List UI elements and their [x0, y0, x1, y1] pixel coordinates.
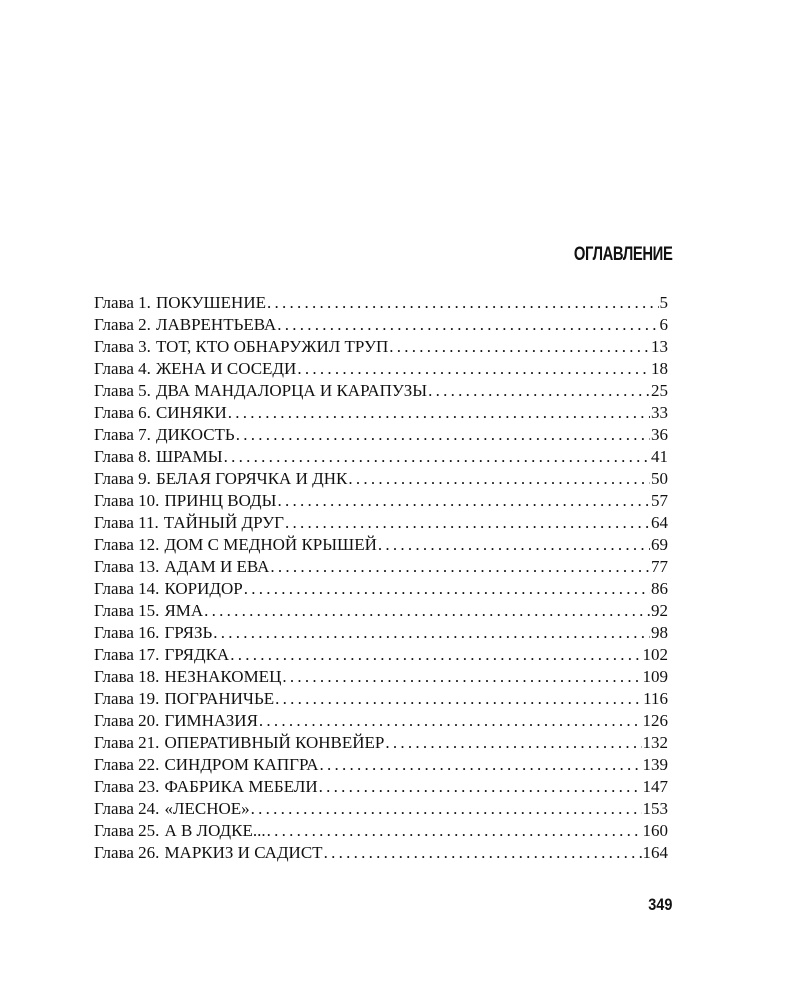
toc-page-number: 86: [651, 579, 668, 598]
toc-chapter-label: Глава 15.: [94, 601, 160, 620]
toc-dot-leader: [378, 534, 650, 556]
toc-chapter-label: Глава 6.: [94, 403, 151, 422]
toc-page-number: 57: [651, 491, 668, 510]
toc-entry: [94, 622, 668, 644]
toc-page-number: 13: [651, 337, 668, 356]
toc-chapter-label: Глава 24.: [94, 799, 160, 818]
toc-chapter-label: Глава 18.: [94, 667, 160, 686]
toc-dot-leader: [244, 578, 650, 600]
toc-chapter-title: «ЛЕСНОЕ»: [164, 799, 250, 818]
toc-chapter-title: АДАМ И ЕВА: [164, 557, 270, 576]
toc-dot-leader: [267, 292, 659, 314]
toc-chapter-label: Глава 22.: [94, 755, 160, 774]
toc-chapter-label: Глава 17.: [94, 645, 160, 664]
toc-chapter-title: БЕЛАЯ ГОРЯЧКА И ДНК: [155, 469, 348, 488]
toc-entry: [94, 776, 668, 798]
toc-dot-leader: [428, 380, 650, 402]
toc-chapter-label: Глава 1.: [94, 293, 151, 312]
toc-chapter-title: ЯМА: [164, 601, 204, 620]
toc-list: [94, 292, 668, 864]
toc-dot-leader: [259, 710, 642, 732]
toc-chapter-label: Глава 13.: [94, 557, 160, 576]
toc-chapter-label: Глава 21.: [94, 733, 160, 752]
toc-entry: [94, 754, 668, 776]
toc-entry: [94, 600, 668, 622]
toc-chapter-label: Глава 3.: [94, 337, 151, 356]
toc-chapter-title: ГРЯДКА: [164, 645, 230, 664]
toc-chapter-title: ТОТ, КТО ОБНАРУЖИЛ ТРУП: [155, 337, 389, 356]
toc-page-number: 126: [642, 711, 668, 730]
toc-page-number: 132: [642, 733, 668, 752]
toc-chapter-label: Глава 10.: [94, 491, 160, 510]
toc-page-number: 69: [651, 535, 668, 554]
toc-dot-leader: [277, 490, 650, 512]
toc-chapter-title: СИНЯКИ: [155, 403, 227, 422]
toc-entry: [94, 336, 668, 358]
toc-entry: [94, 512, 668, 534]
toc-entry: [94, 292, 668, 314]
toc-dot-leader: [385, 732, 641, 754]
toc-page-number: 36: [651, 425, 668, 444]
toc-page-number: 92: [651, 601, 668, 620]
toc-heading: ОГЛАВЛЕНИЕ: [573, 244, 672, 265]
toc-chapter-title: ШРАМЫ: [155, 447, 223, 466]
toc-entry: [94, 710, 668, 732]
toc-entry: [94, 424, 668, 446]
toc-dot-leader: [224, 446, 650, 468]
toc-chapter-title: НЕЗНАКОМЕЦ: [164, 667, 282, 686]
toc-dot-leader: [282, 666, 641, 688]
toc-chapter-label: Глава 20.: [94, 711, 160, 730]
toc-page-number: 109: [642, 667, 668, 686]
toc-page-number: 77: [651, 557, 668, 576]
toc-page-number: 33: [651, 403, 668, 422]
toc-dot-leader: [275, 688, 642, 710]
toc-dot-leader: [270, 556, 650, 578]
toc-page-number: 153: [642, 799, 668, 818]
toc-entry: [94, 402, 668, 424]
toc-dot-leader: [204, 600, 650, 622]
toc-entry: [94, 556, 668, 578]
toc-chapter-title: ОПЕРАТИВНЫЙ КОНВЕЙЕР: [164, 733, 385, 752]
toc-entry: [94, 798, 668, 820]
toc-entry: [94, 446, 668, 468]
toc-entry: [94, 380, 668, 402]
toc-entry: [94, 644, 668, 666]
toc-entry: [94, 534, 668, 556]
toc-chapter-label: Глава 2.: [94, 315, 151, 334]
toc-entry: [94, 578, 668, 600]
toc-entry: [94, 820, 668, 842]
toc-chapter-title: ГИМНАЗИЯ: [164, 711, 258, 730]
toc-chapter-title: ПРИНЦ ВОДЫ: [164, 491, 277, 510]
toc-entry: [94, 358, 668, 380]
toc-entry: [94, 688, 668, 710]
toc-chapter-label: Глава 23.: [94, 777, 160, 796]
toc-chapter-title: А В ЛОДКЕ...: [164, 821, 266, 840]
toc-chapter-label: Глава 12.: [94, 535, 160, 554]
toc-chapter-title: СИНДРОМ КАПГРА: [164, 755, 319, 774]
toc-page-number: 147: [642, 777, 668, 796]
toc-dot-leader: [213, 622, 650, 644]
toc-dot-leader: [267, 820, 642, 842]
toc-chapter-title: ГРЯЗЬ: [164, 623, 213, 642]
toc-chapter-label: Глава 16.: [94, 623, 160, 642]
toc-entry: [94, 842, 668, 864]
toc-dot-leader: [236, 424, 650, 446]
toc-page-number: 5: [659, 293, 668, 312]
page-number: 349: [647, 895, 672, 914]
toc-dot-leader: [297, 358, 650, 380]
toc-dot-leader: [319, 776, 642, 798]
toc-chapter-label: Глава 9.: [94, 469, 151, 488]
toc-page-number: 25: [651, 381, 668, 400]
toc-chapter-label: Глава 26.: [94, 843, 160, 862]
toc-chapter-label: Глава 25.: [94, 821, 160, 840]
toc-dot-leader: [389, 336, 650, 358]
toc-dot-leader: [348, 468, 650, 490]
toc-chapter-title: ЛАВРЕНТЬЕВА: [155, 315, 277, 334]
toc-dot-leader: [230, 644, 641, 666]
toc-chapter-title: ЖЕНА И СОСЕДИ: [155, 359, 297, 378]
toc-entry: [94, 732, 668, 754]
toc-chapter-title: КОРИДОР: [164, 579, 243, 598]
toc-chapter-title: ПОКУШЕНИЕ: [155, 293, 266, 312]
toc-dot-leader: [228, 402, 650, 424]
toc-chapter-label: Глава 5.: [94, 381, 151, 400]
toc-page-number: 139: [642, 755, 668, 774]
toc-page-number: 164: [642, 843, 668, 862]
toc-chapter-label: Глава 4.: [94, 359, 151, 378]
toc-chapter-title: ПОГРАНИЧЬЕ: [164, 689, 275, 708]
toc-dot-leader: [285, 512, 650, 534]
toc-dot-leader: [251, 798, 642, 820]
toc-chapter-title: ТАЙНЫЙ ДРУГ: [163, 513, 285, 532]
toc-chapter-title: МАРКИЗ И САДИСТ: [164, 843, 323, 862]
toc-chapter-label: Глава 8.: [94, 447, 151, 466]
toc-page-number: 116: [643, 689, 668, 708]
toc-chapter-label: Глава 14.: [94, 579, 160, 598]
toc-chapter-title: ДВА МАНДАЛОРЦА И КАРАПУЗЫ: [155, 381, 428, 400]
toc-dot-leader: [277, 314, 658, 336]
toc-entry: [94, 468, 668, 490]
toc-dot-leader: [320, 754, 642, 776]
toc-chapter-title: ФАБРИКА МЕБЕЛИ: [164, 777, 318, 796]
toc-chapter-label: Глава 19.: [94, 689, 160, 708]
toc-page-number: 160: [642, 821, 668, 840]
toc-page-number: 6: [659, 315, 668, 334]
toc-entry: [94, 314, 668, 336]
toc-page-number: 41: [651, 447, 668, 466]
toc-entry: [94, 666, 668, 688]
toc-dot-leader: [324, 842, 642, 864]
toc-page-number: 102: [642, 645, 668, 664]
toc-chapter-label: Глава 11.: [94, 513, 159, 532]
toc-chapter-title: ДИКОСТЬ: [155, 425, 235, 444]
toc-chapter-title: ДОМ С МЕДНОЙ КРЫШЕЙ: [164, 535, 377, 554]
toc-page-number: 98: [651, 623, 668, 642]
toc-page-number: 18: [651, 359, 668, 378]
toc-page-number: 50: [651, 469, 668, 488]
toc-page-number: 64: [651, 513, 668, 532]
toc-chapter-label: Глава 7.: [94, 425, 151, 444]
toc-entry: [94, 490, 668, 512]
